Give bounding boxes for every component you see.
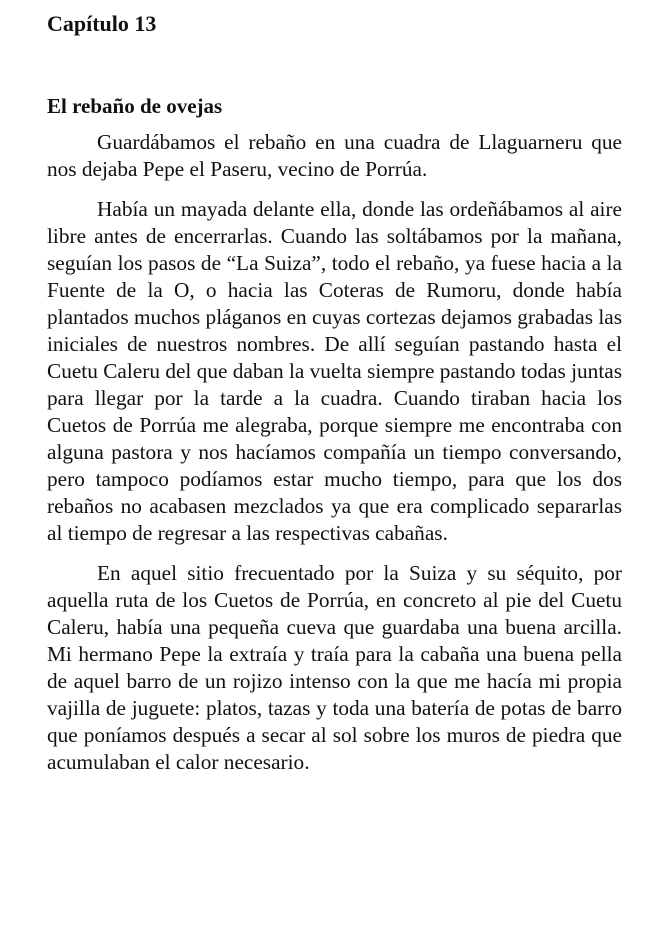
body-text — [47, 129, 622, 776]
paragraph: Había un mayada delante ella, donde las ordeñábamos al aire libre antes de encerrarlas. Cuando las soltábamos por la mañana, seguían los pasos de “La Suiza”, todo el rebaño, ya fuese hacia a la Fuente de la O, o hacia las Coteras de Rumoru, donde había plantados muchos pláganos en cuyas cortezas dejamos grabadas las iniciales de nuestros nombres. De allí seguían pastando hasta el Cuetu Caleru del que daban la vuelta siempre pastando todas juntas para llegar por la tarde a la cuadra. Cuando tiraban hacia los Cuetos de Porrúa me alegraba, porque siempre me encontraba con alguna pastora y nos hacíamos compañía un tiempo conversando, pero tampoco podíamos estar mucho tiempo, para que los dos rebaños no acabasen mezclados ya que era complicado separarlas al tiempo de regresar a las respectivas cabañas. — [47, 197, 622, 545]
section-title: El rebaño de ovejas — [47, 94, 223, 118]
paragraph: En aquel sitio frecuentado por la Suiza y su séquito, por aquella ruta de los Cuetos de Porrúa, en concreto al pie del Cuetu Caleru, había una pequeña cueva que guardaba una buena arcilla. Mi hermano Pepe la extraía y traía para la cabaña una buena pella de aquel barro de un rojizo intenso con la que me hacía mi propia vajilla de juguete: platos, tazas y toda una batería de potas de barro que poníamos después a secar al sol sobre los muros de piedra que acumulaban el calor necesario. — [47, 561, 622, 774]
chapter-title: Capítulo 13 — [47, 11, 157, 36]
paragraph: Guardábamos el rebaño en una cuadra de Llaguarneru que nos dejaba Pepe el Paseru, vecino de Porrúa. — [47, 130, 622, 181]
